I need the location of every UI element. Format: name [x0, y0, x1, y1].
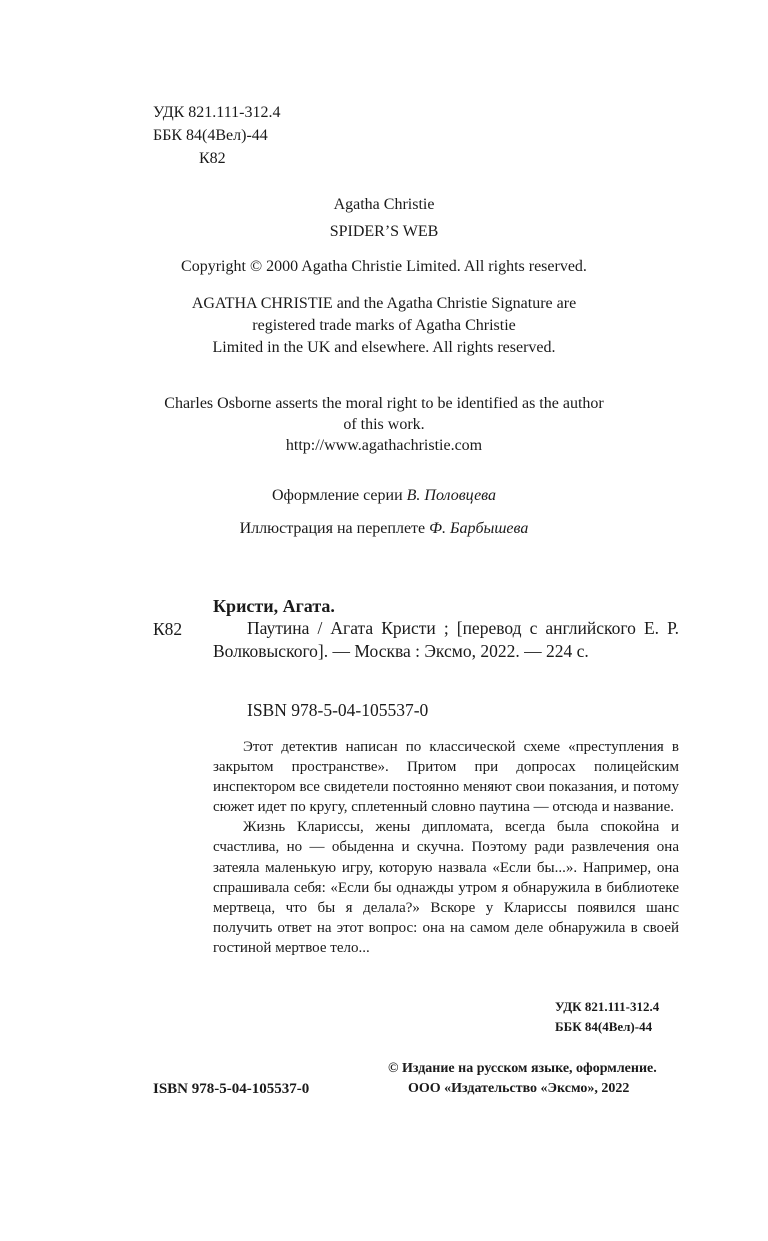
bibliographic-mark: К82	[153, 619, 183, 639]
moral-rights-line: of this work.	[343, 416, 425, 433]
illustrator: Ф. Барбышева	[429, 520, 529, 537]
annotation-udk: УДК 821.111-312.4	[555, 999, 660, 1014]
trademark-line: registered trade marks of Agatha Christie	[252, 317, 516, 334]
bibliographic-description: Паутина / Агата Кристи ; [перевод с английского Е. Р. Волковыского]. — Москва : Эксмо, 2022. — 224 с.	[213, 618, 679, 661]
original-author: Agatha Christie	[333, 196, 435, 213]
russian-edition-copyright: © Издание на русском языке, оформление.	[388, 1061, 657, 1076]
original-title: SPIDER’S WEB	[329, 223, 439, 240]
udk-code: УДК 821.111-312.4	[153, 104, 281, 121]
bbk-code: ББК 84(4Вел)-44	[153, 127, 268, 144]
series-design-credit	[0, 487, 768, 505]
annotation-bbk: ББК 84(4Вел)-44	[555, 1019, 653, 1034]
isbn-record: ISBN 978-5-04-105537-0	[247, 700, 429, 720]
annotation	[213, 737, 679, 958]
illustration-label: Иллюстрация на переплете	[239, 520, 426, 537]
trademark-line: Limited in the UK and elsewhere. All rights reserved.	[212, 339, 556, 356]
illustration-credit	[0, 520, 768, 538]
trademark-line: AGATHA CHRISTIE and the Agatha Christie Signature are	[191, 295, 577, 312]
annotation-paragraph: Этот детектив написан по классической схеме «преступления в закрытом пространстве». Притом при допросах полицейским инспектором все свидетели постоянно меняют свои показания, и потому сюжет идет по кругу, сплетенный словно паутина — отсюда и название.	[213, 739, 679, 816]
series-designer: В. Половцева	[406, 487, 497, 504]
annotation-paragraph: Жизнь Клариссы, жены дипломата, всегда была спокойна и счастлива, но — обыденна и скучна. Поэтому ради развлечения она затеяла маленькую игру, которую назвала «Если бы...». Например, она спрашивала себя: «Если бы однажды утром я обнаружила в библиотеке мертвеца, что бы я делала?» Вскоре у Клариссы появился шанс получить ответ на этот вопрос: она на самом деле обнаружила в своей гостиной мертвое тело...	[213, 819, 679, 956]
bibliographic-heading: Кристи, Агата.	[213, 596, 335, 616]
footer-isbn: ISBN 978-5-04-105537-0	[153, 1081, 310, 1097]
website-link: http://www.agathachristie.com	[285, 437, 483, 454]
moral-rights-line: Charles Osborne asserts the moral right to be identified as the author	[164, 395, 604, 412]
publisher-copyright: ООО «Издательство «Эксмо», 2022	[408, 1081, 630, 1096]
series-design-label: Оформление серии	[271, 487, 403, 504]
copyright-notice: Copyright © 2000 Agatha Christie Limited. All rights reserved.	[181, 258, 587, 275]
author-mark: К82	[199, 150, 226, 167]
